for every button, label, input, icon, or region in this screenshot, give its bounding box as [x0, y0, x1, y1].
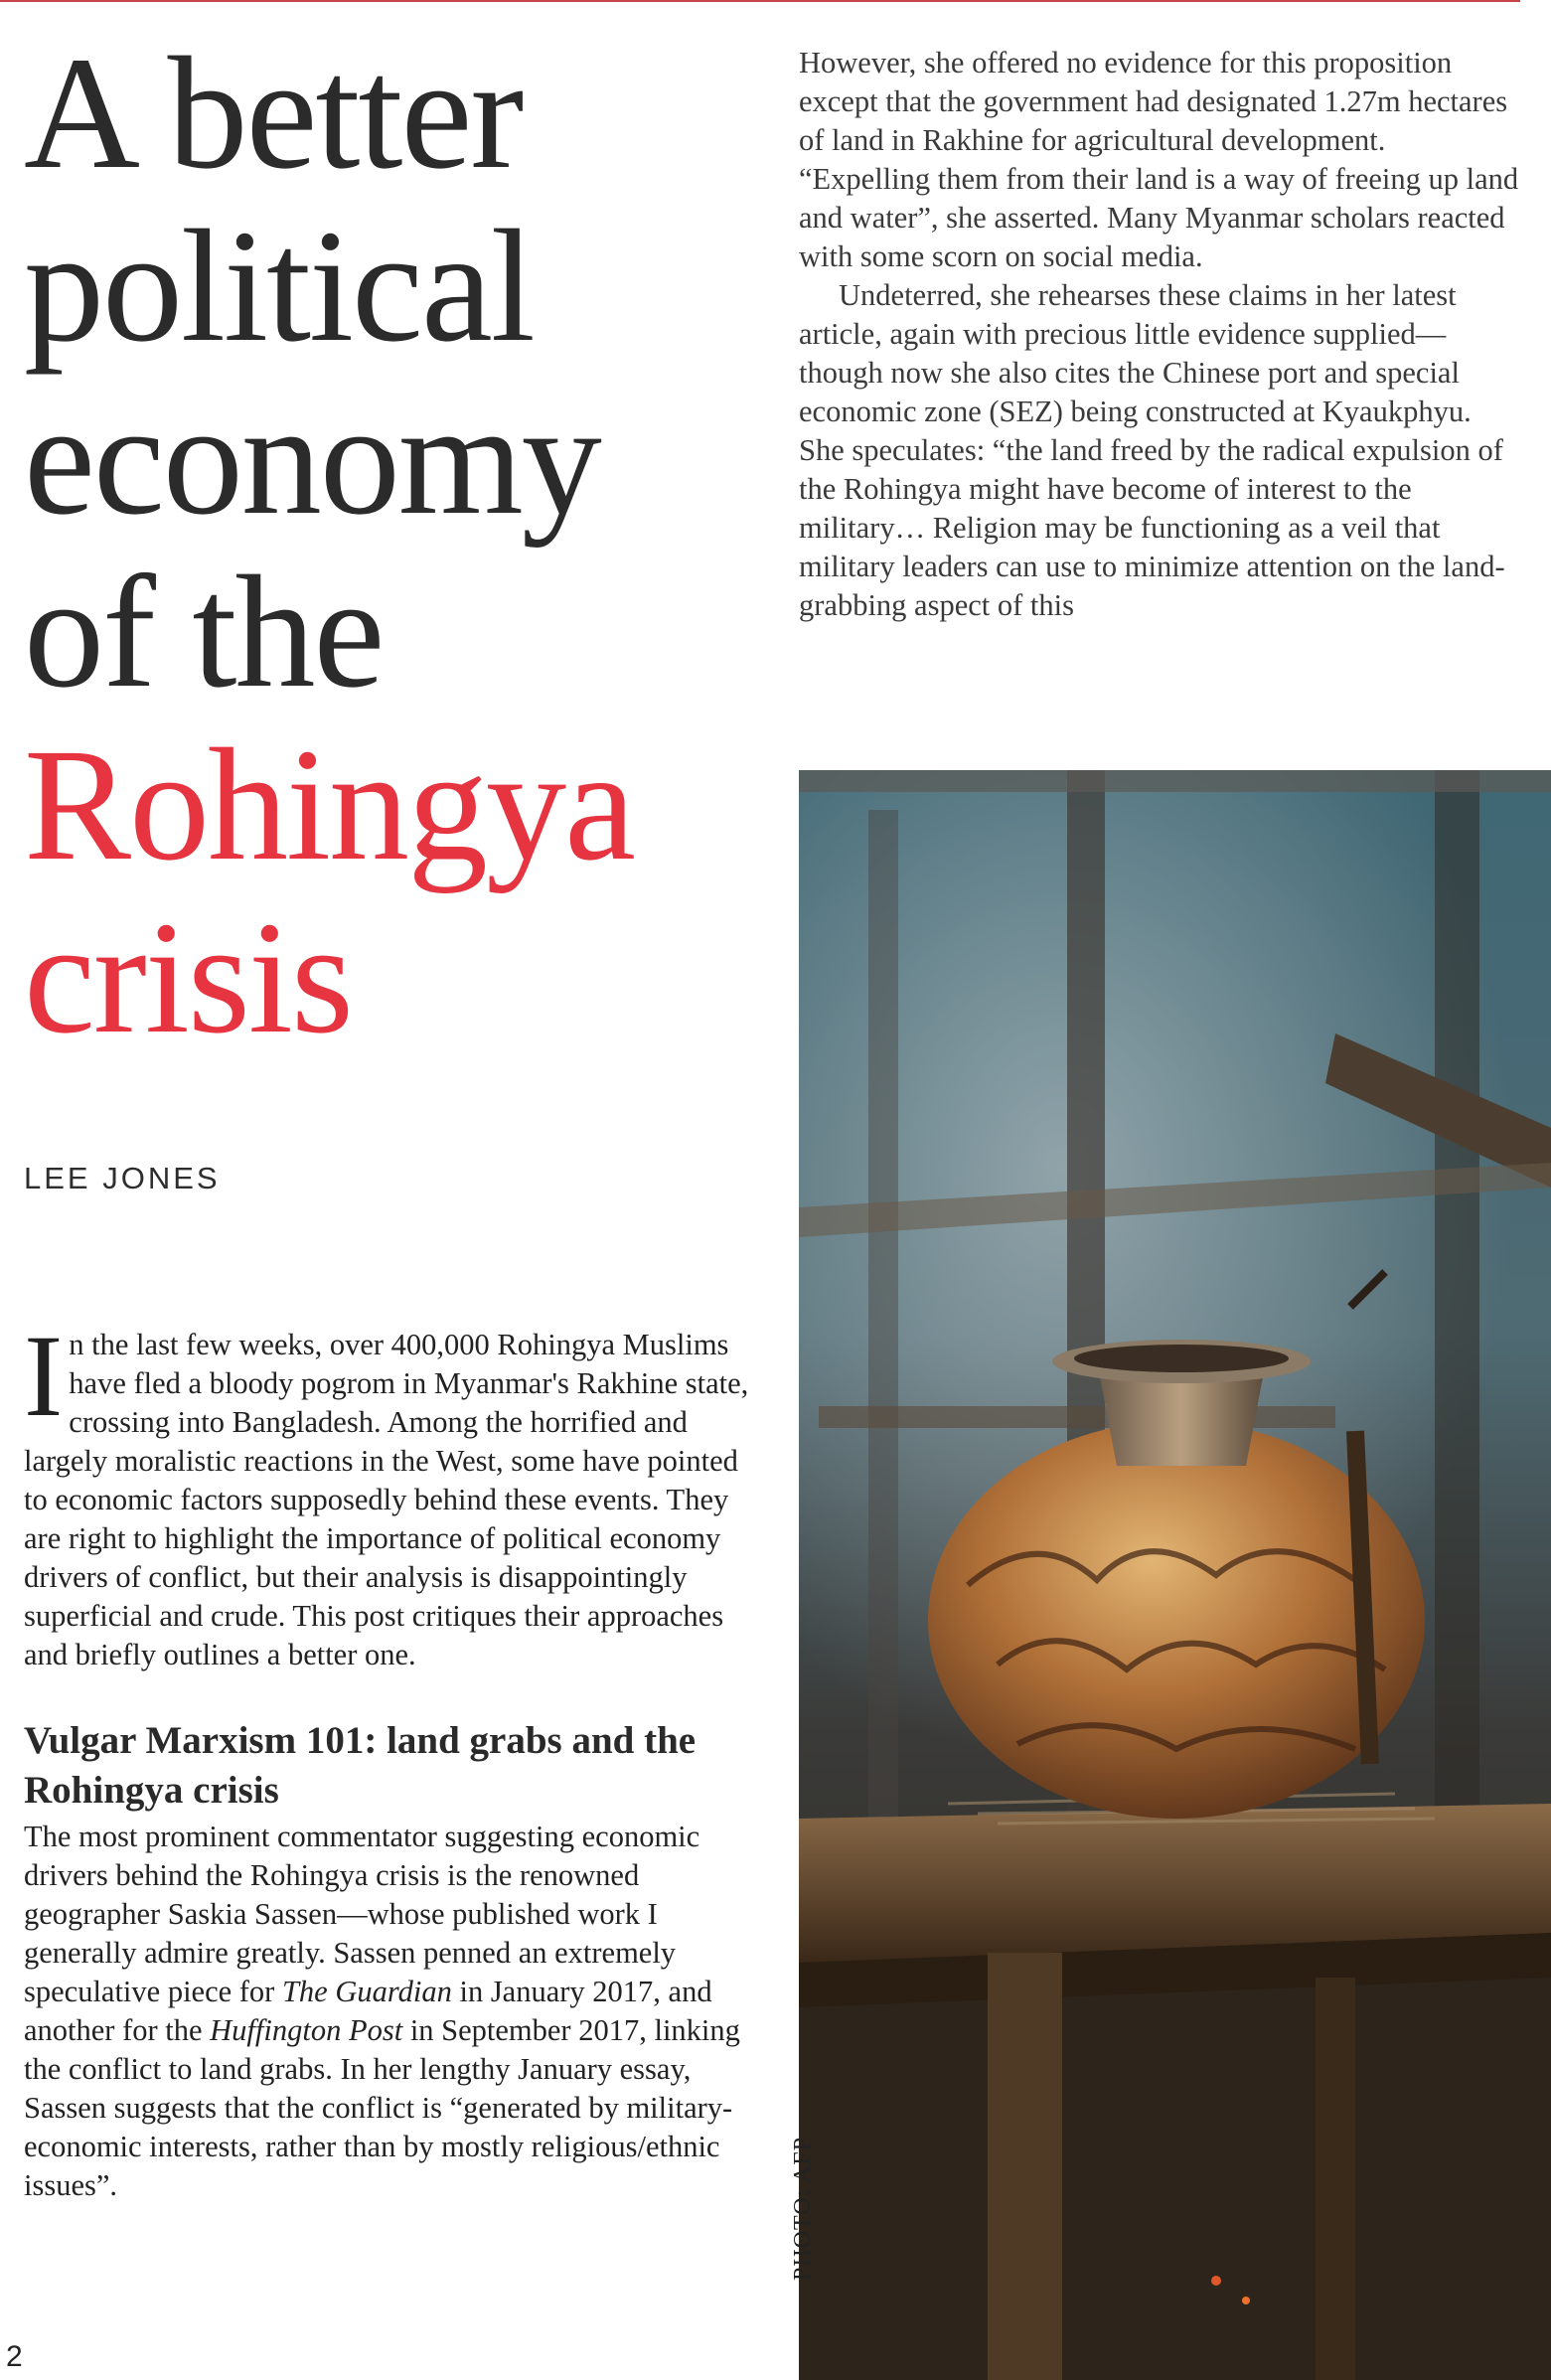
right-column [799, 44, 1524, 625]
lede-paragraph [24, 1311, 749, 1674]
page-number: 2 [6, 2340, 23, 2373]
headline-line-2: political [24, 198, 534, 376]
headline-line-4: of the [24, 544, 384, 721]
body-text-3: in September 2017, linking the conflict to land grabs. In her lengthy January essay, Sassen suggests that the conflict is “generated by military-economic interests, rather than by mostly religious/ethnic issues”. [24, 2013, 740, 2202]
headline-line-3: economy [24, 371, 600, 549]
headline [24, 25, 779, 1067]
left-column [24, 1311, 749, 2205]
subheading: Vulgar Marxism 101: land grabs and the Rohingya crisis [24, 1719, 697, 1812]
body-text-1: The most prominent commentator suggesting economic drivers behind the Rohingya crisis is the renowned geographer Saskia Sassen—whose published work I generally admire greatly. Sassen penned an extremely speculative piece for [24, 1820, 700, 2008]
publication-guardian: The Guardian [281, 1975, 452, 2008]
body-paragraph [24, 1818, 749, 2205]
byline: LEE JONES [24, 1161, 221, 1195]
lede-text: n the last few weeks, over 400,000 Rohingya Muslims have fled a bloody pogrom in Myanmar's Rakhine state, crossing into Bangladesh. Among the horrified and largely moralistic reactions in the West, some have pointed to economic factors supposedly behind these events. They are right to highlight the importance of political economy drivers of conflict, but their analysis is disappointingly superficial and crude. This post critiques their approaches and briefly outlines a better one. [24, 1328, 749, 1671]
drop-cap: I [24, 1311, 64, 1441]
right-paragraph-1: However, she offered no evidence for this proposition except that the government had designated 1.27m hectares of land in Rakhine for agricultural development. “Expelling them from their land is a way of freeing up land and water”, she asserted. Many Myanmar scholars reacted with some scorn on social media. [799, 46, 1519, 273]
article-photo [799, 770, 1551, 2380]
photo-clay-pot-illustration [799, 770, 1551, 2380]
headline-line-1: A better [24, 25, 523, 203]
body-text-2: in January 2017, and another for the [24, 1975, 712, 2047]
publication-huffington: Huffington Post [210, 2013, 403, 2047]
headline-line-5: Rohingya [24, 716, 634, 894]
right-paragraph-2: Undeterred, she rehearses these claims in her latest article, again with precious little evidence supplied—though now she also cites the Chinese port and special economic zone (SEZ) being constructed at Kyaukphyu. She speculates: “the land freed by the radical expulsion of the Rohingya might have become of interest to the military… Religion may be functioning as a veil that military leaders can use to minimize attention on the land-grabbing aspect of this [799, 278, 1505, 622]
headline-line-6: crisis [24, 889, 352, 1067]
top-rule [0, 0, 1520, 2]
photo-credit: PHOTO: AFP [790, 2137, 816, 2281]
